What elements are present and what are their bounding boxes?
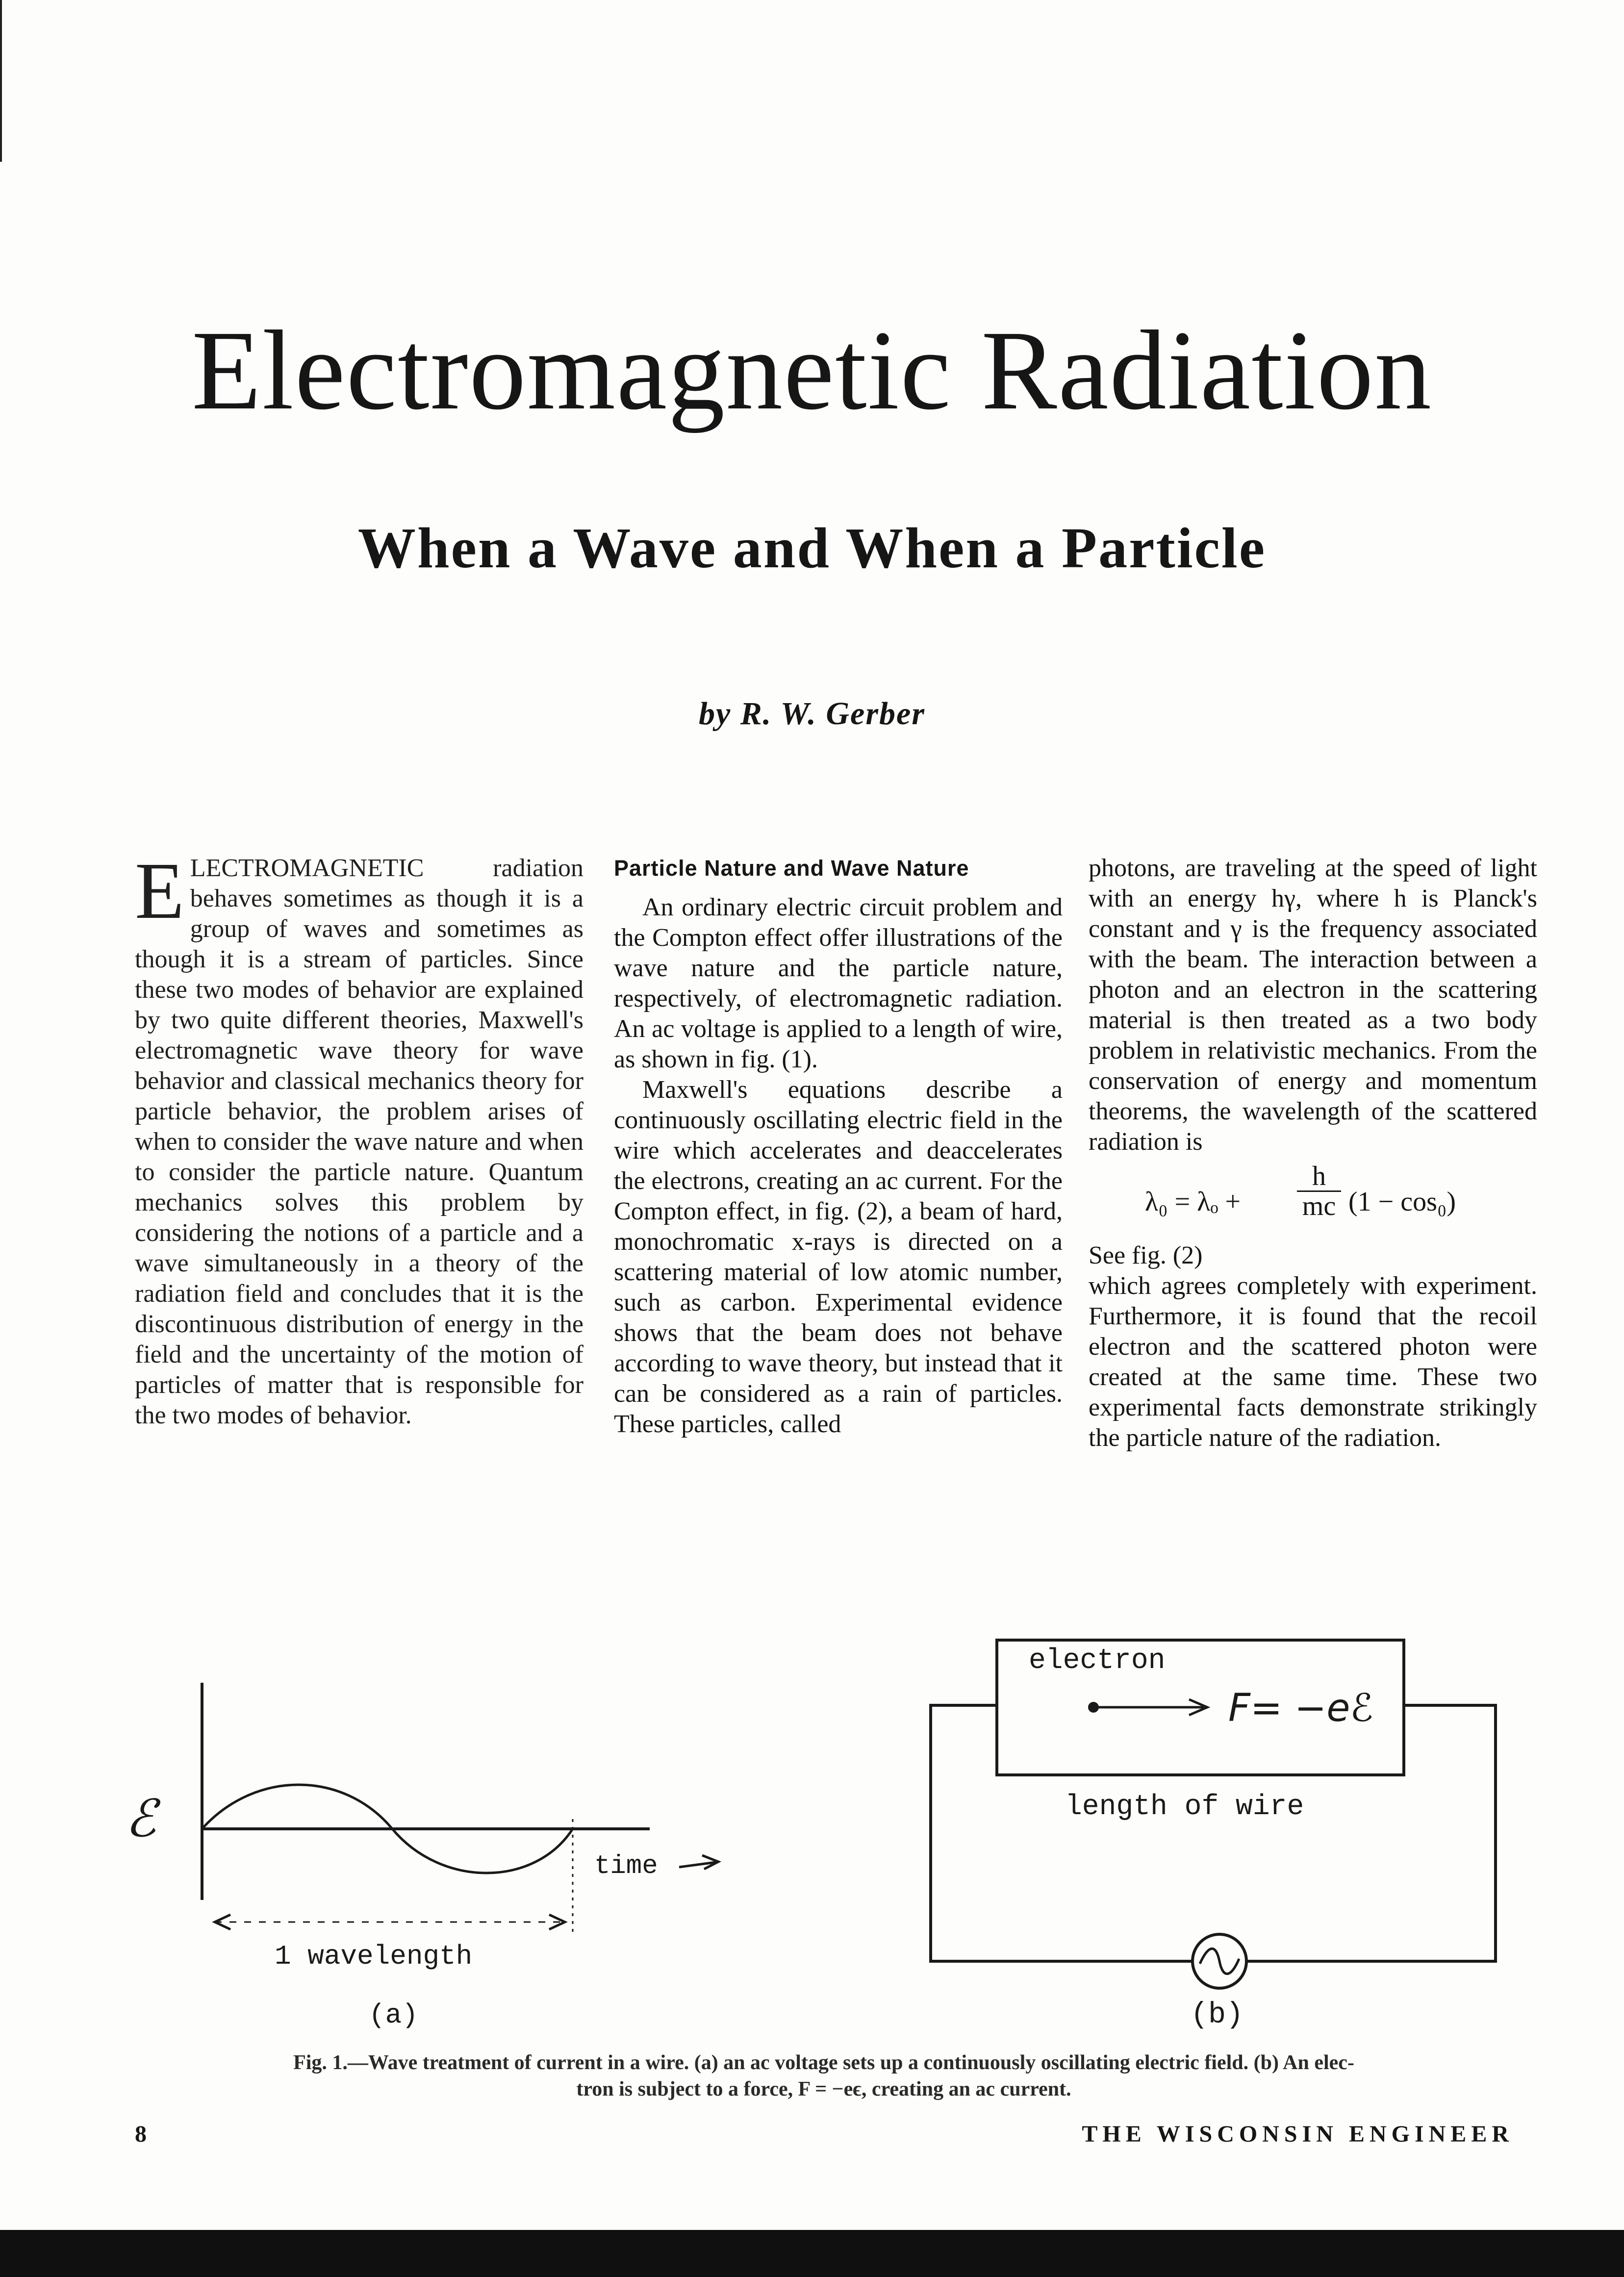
journal-name: THE WISCONSIN ENGINEER bbox=[1082, 2121, 1514, 2147]
wire-right bbox=[1246, 1705, 1496, 1961]
paragraph: photons, are traveling at the speed of light with an energy hγ, where h is Planck's constant and γ is the frequency associated with the beam. The interaction between a photon and an electron in the scattering material is then treated as a two body problem in relativistic mechanics. From the conservation of energy and momentum theorems, the wavelength of the scattered radiation is bbox=[1089, 854, 1537, 1156]
equation-lhs: λ₀ = λₒ + bbox=[1145, 1187, 1241, 1217]
force-label: F= −eℰ bbox=[1228, 1686, 1373, 1730]
field-symbol: ℰ bbox=[125, 1789, 156, 1848]
see-fig-reference: See fig. (2) bbox=[1089, 1241, 1203, 1269]
electron-label: electron bbox=[1029, 1645, 1166, 1677]
figure-caption bbox=[135, 2049, 1513, 2102]
panel-b-label: (b) bbox=[1191, 1999, 1244, 2032]
wavelength-label: 1 wavelength bbox=[275, 1941, 473, 1972]
equation-rest: (1 − cos₀) bbox=[1348, 1187, 1456, 1217]
paragraph: An ordinary electric circuit problem and the Compton effect offer illustrations of the wave nature and the particle nature, respectively, of electromagnetic radiation. An ac voltage is applied to a length of wire, as shown in fig. (1). bbox=[614, 893, 1063, 1073]
section-heading: Particle Nature and Wave Nature bbox=[614, 856, 969, 881]
time-label: time bbox=[594, 1851, 658, 1881]
panel-a-label: (a) bbox=[369, 1999, 418, 2031]
caption-line-1: Fig. 1.—Wave treatment of current in a wire. (a) an ac voltage sets up a continuously oscillating electric field. (b) An elec- bbox=[293, 2051, 1354, 2074]
page-number: 8 bbox=[135, 2121, 147, 2147]
ac-source-wave bbox=[1200, 1948, 1239, 1973]
intro-text: LECTROMAGNETIC radiation behaves sometimes as though it is a group of waves and sometimes as though it is a stream of particles. Since these two modes of behavior are explained by two quite different theories, Maxwell's electromagnetic wave theory for wave behavior and classical mechanics theory for particle behavior, the problem arises of when to consider the wave nature and when to consider the particle nature. Quantum mechanics solves this problem by considering the notions of a particle and a wave simultaneously in a theory of the radiation field and concludes that it is the discontinuous distribution of energy in the field and the uncertainty of the motion of particles of matter that is responsible for the two modes of behavior. bbox=[135, 854, 584, 1429]
electron-dot bbox=[1088, 1702, 1099, 1713]
wavelength-arrow-left bbox=[215, 1915, 230, 1929]
wire-label: length of wire bbox=[1065, 1791, 1304, 1823]
fraction-numerator: h bbox=[1297, 1162, 1341, 1192]
wire-left bbox=[931, 1705, 1193, 1961]
paragraph: Maxwell's equations describe a continuously oscillating electric field in the wire which accelerates and deaccelerates the electrons, creating an ac current. For the Compton effect, in fig. (2), a beam of hard, monochromatic x-rays is directed on a scattering material of low atomic number, such as carbon. Experimental evidence shows that the beam does not behave according to wave theory, but instead that it can be considered as a rain of particles. These particles, called bbox=[614, 1076, 1063, 1438]
drop-cap: E bbox=[135, 846, 184, 936]
fraction-denominator: mc bbox=[1302, 1191, 1336, 1221]
figure-a bbox=[202, 1683, 718, 1937]
article-subtitle: When a Wave and When a Particle bbox=[357, 516, 1267, 580]
scan-bottom-bar bbox=[0, 2230, 1624, 2277]
author-byline: by R. W. Gerber bbox=[698, 696, 926, 732]
article-title: Electromagnetic Radiation bbox=[191, 307, 1433, 433]
paragraph: which agrees completely with experiment. Furthermore, it is found that the recoil electron and the scattered photon were created at the same time. These two experimental facts demonstrate strikingly the particle nature of the radiation. bbox=[1089, 1272, 1537, 1452]
caption-line-2: tron is subject to a force, F = −eϵ, creating an ac current. bbox=[576, 2078, 1071, 2100]
